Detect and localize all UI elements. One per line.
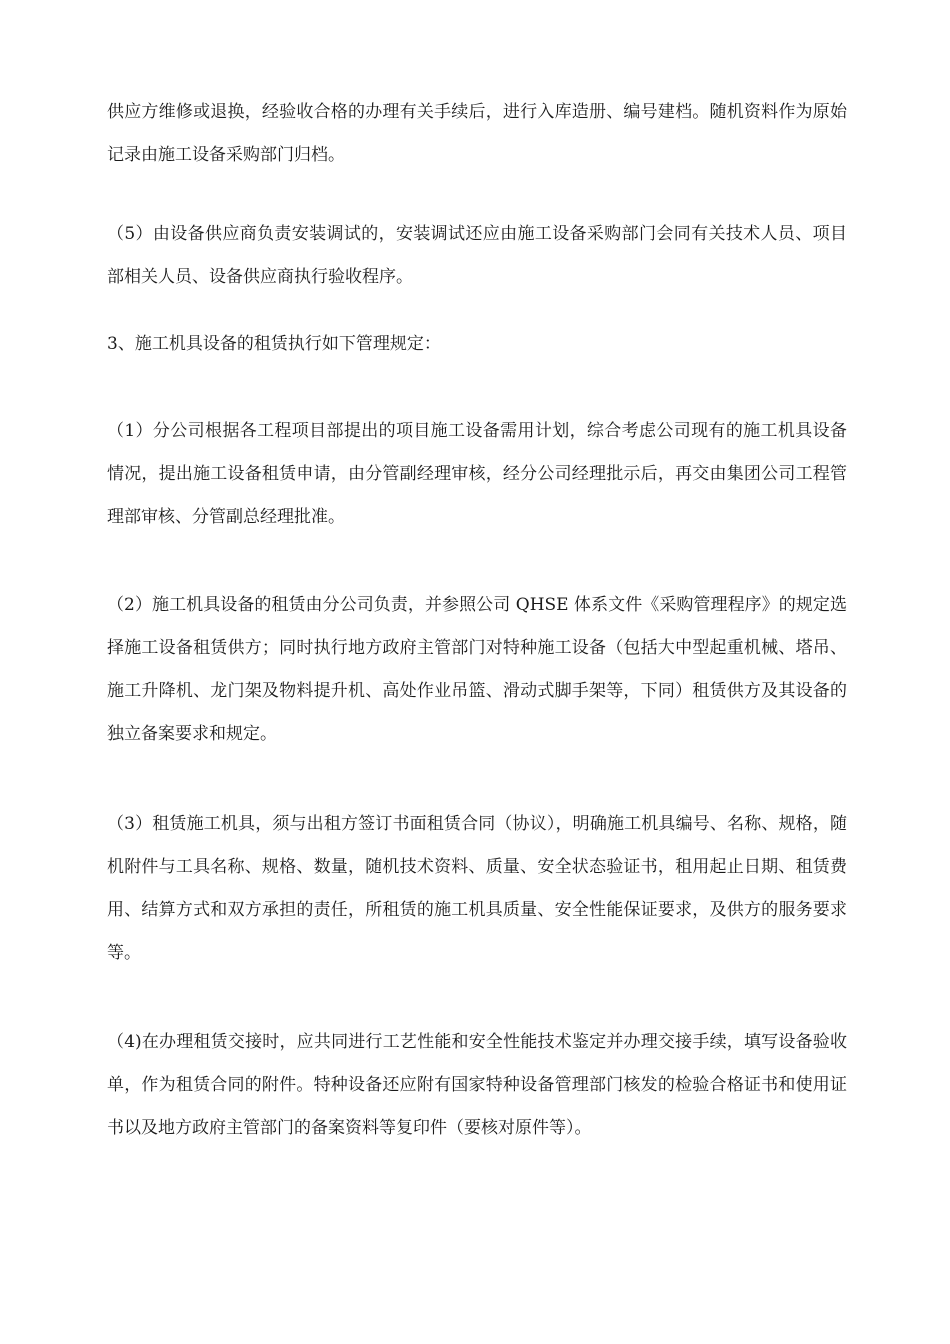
paragraph-item-2-lease-supplier: （2）施工机具设备的租赁由分公司负责，并参照公司 QHSE 体系文件《采购管理程序》的规定选择施工设备租赁供方；同时执行地方政府主管部门对特种施工设备（包括大中型起重机械、塔吊、施工升降机、龙门架及物料提升机、高处作业吊篮、滑动式脚手架等，下同）租赁供方及其设备的独立备案要求和规定。	[107, 595, 847, 744]
section-heading-leasing-rules: 3、施工机具设备的租赁执行如下管理规定：	[107, 334, 441, 354]
paragraph-item-3-lease-contract: （3）租赁施工机具，须与出租方签订书面租赁合同（协议），明确施工机具编号、名称、规格，随机附件与工具名称、规格、数量，随机技术资料、质量、安全状态验证书，租用起止日期、租赁费用、结算方式和双方承担的责任，所租赁的施工机具质量、安全性能保证要求，及供方的服务要求等。	[107, 814, 847, 963]
paragraph-item-4-lease-handover: （4)在办理租赁交接时，应共同进行工艺性能和安全性能技术鉴定并办理交接手续，填写设备验收单，作为租赁合同的附件。特种设备还应附有国家特种设备管理部门核发的检验合格证书和使用证书以及地方政府主管部门的备案资料等复印件（要核对原件等）。	[107, 1032, 847, 1138]
paragraph-item-5-installation: （5）由设备供应商负责安装调试的，安装调试还应由施工设备采购部门会同有关技术人员、项目部相关人员、设备供应商执行验收程序。	[107, 224, 847, 287]
paragraph-item-1-lease-application: （1）分公司根据各工程项目部提出的项目施工设备需用计划，综合考虑公司现有的施工机具设备情况，提出施工设备租赁申请，由分管副经理审核，经分公司经理批示后，再交由集团公司工程管理部审核、分管副总经理批准。	[107, 421, 847, 527]
paragraph-equipment-acceptance: 供应方维修或退换，经验收合格的办理有关手续后，进行入库造册、编号建档。随机资料作为原始记录由施工设备采购部门归档。	[107, 102, 847, 165]
